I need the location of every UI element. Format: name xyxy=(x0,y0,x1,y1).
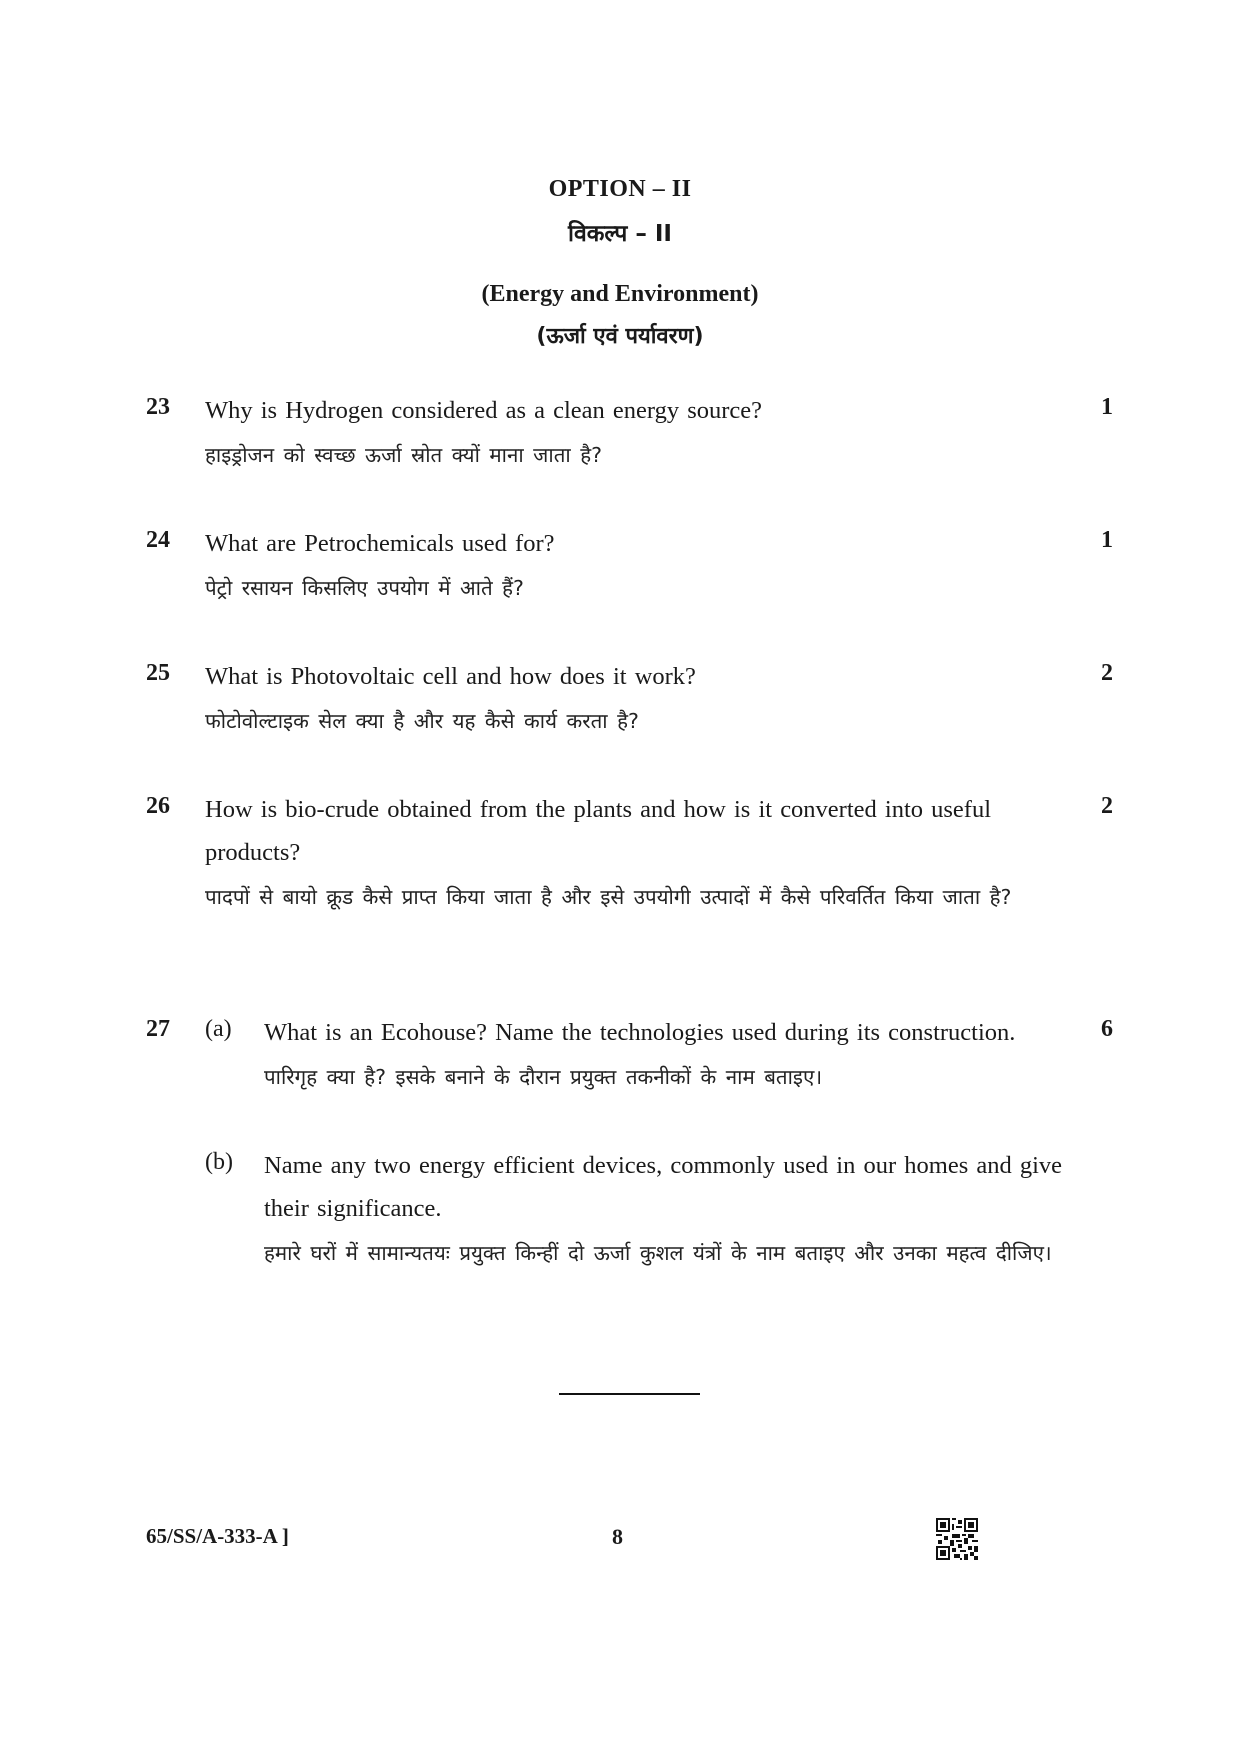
sub-question-label-a: (a) xyxy=(205,1016,232,1042)
question-text-hindi: हमारे घरों में सामान्यतयः प्रयुक्त किन्हीं दो ऊर्जा कुशल यंत्रों के नाम बताइए और उनका महत्व दीजिए। xyxy=(264,1241,1052,1265)
sub-question-label-b: (b) xyxy=(205,1149,233,1175)
section-title: (Energy and Environment) xyxy=(481,281,759,307)
question-text-english: Why is Hydrogen considered as a clean energy source? xyxy=(205,397,763,424)
paper-code: 65/SS/A-333-A ] xyxy=(146,1524,289,1548)
question-marks: 2 xyxy=(1101,793,1113,819)
question-text-hindi: पारिगृह क्या है? इसके बनाने के दौरान प्रयुक्त तकनीकों के नाम बताइए। xyxy=(264,1065,823,1089)
question-text-english: What is Photovoltaic cell and how does it work? xyxy=(205,663,696,690)
question-number: 27 xyxy=(146,1016,170,1042)
question-number: 24 xyxy=(146,527,170,553)
question-text-hindi: पेट्रो रसायन किसलिए उपयोग में आते हैं? xyxy=(205,576,524,600)
question-text-english: Name any two energy efficient devices, commonly used in our homes and give their significance. xyxy=(264,1152,1063,1222)
option-title: OPTION – II xyxy=(548,176,692,202)
question-number: 25 xyxy=(146,660,170,686)
question-text-hindi: पादपों से बायो क्रूड कैसे प्राप्त किया जाता है और इसे उपयोगी उत्पादों में कैसे परिवर्तित किया जाता है? xyxy=(205,885,1012,909)
sub-question-b xyxy=(264,1144,1084,1276)
question-text-english: What are Petrochemicals used for? xyxy=(205,530,555,557)
end-rule xyxy=(559,1393,700,1395)
question-marks: 2 xyxy=(1101,660,1113,686)
question-number: 23 xyxy=(146,394,170,420)
question-marks: 1 xyxy=(1101,527,1113,553)
option-title-hindi: विकल्प – II xyxy=(568,221,672,247)
question-marks: 6 xyxy=(1101,1016,1113,1042)
question-text-english: What is an Ecohouse? Name the technologies used during its construction. xyxy=(264,1019,1016,1046)
qr-code-icon xyxy=(936,1518,978,1560)
question-marks: 1 xyxy=(1101,394,1113,420)
page-number: 8 xyxy=(612,1524,623,1549)
question-text-english: How is bio-crude obtained from the plants and how is it converted into useful products? xyxy=(205,796,992,866)
question-text-hindi: हाइड्रोजन को स्वच्छ ऊर्जा स्रोत क्यों माना जाता है? xyxy=(205,443,602,467)
sub-question-a xyxy=(264,1011,1034,1100)
section-title-hindi: (ऊर्जा एवं पर्यावरण) xyxy=(536,324,704,349)
question-text-hindi: फोटोवोल्टाइक सेल क्या है और यह कैसे कार्य करता है? xyxy=(205,709,639,733)
question-number: 26 xyxy=(146,793,170,819)
